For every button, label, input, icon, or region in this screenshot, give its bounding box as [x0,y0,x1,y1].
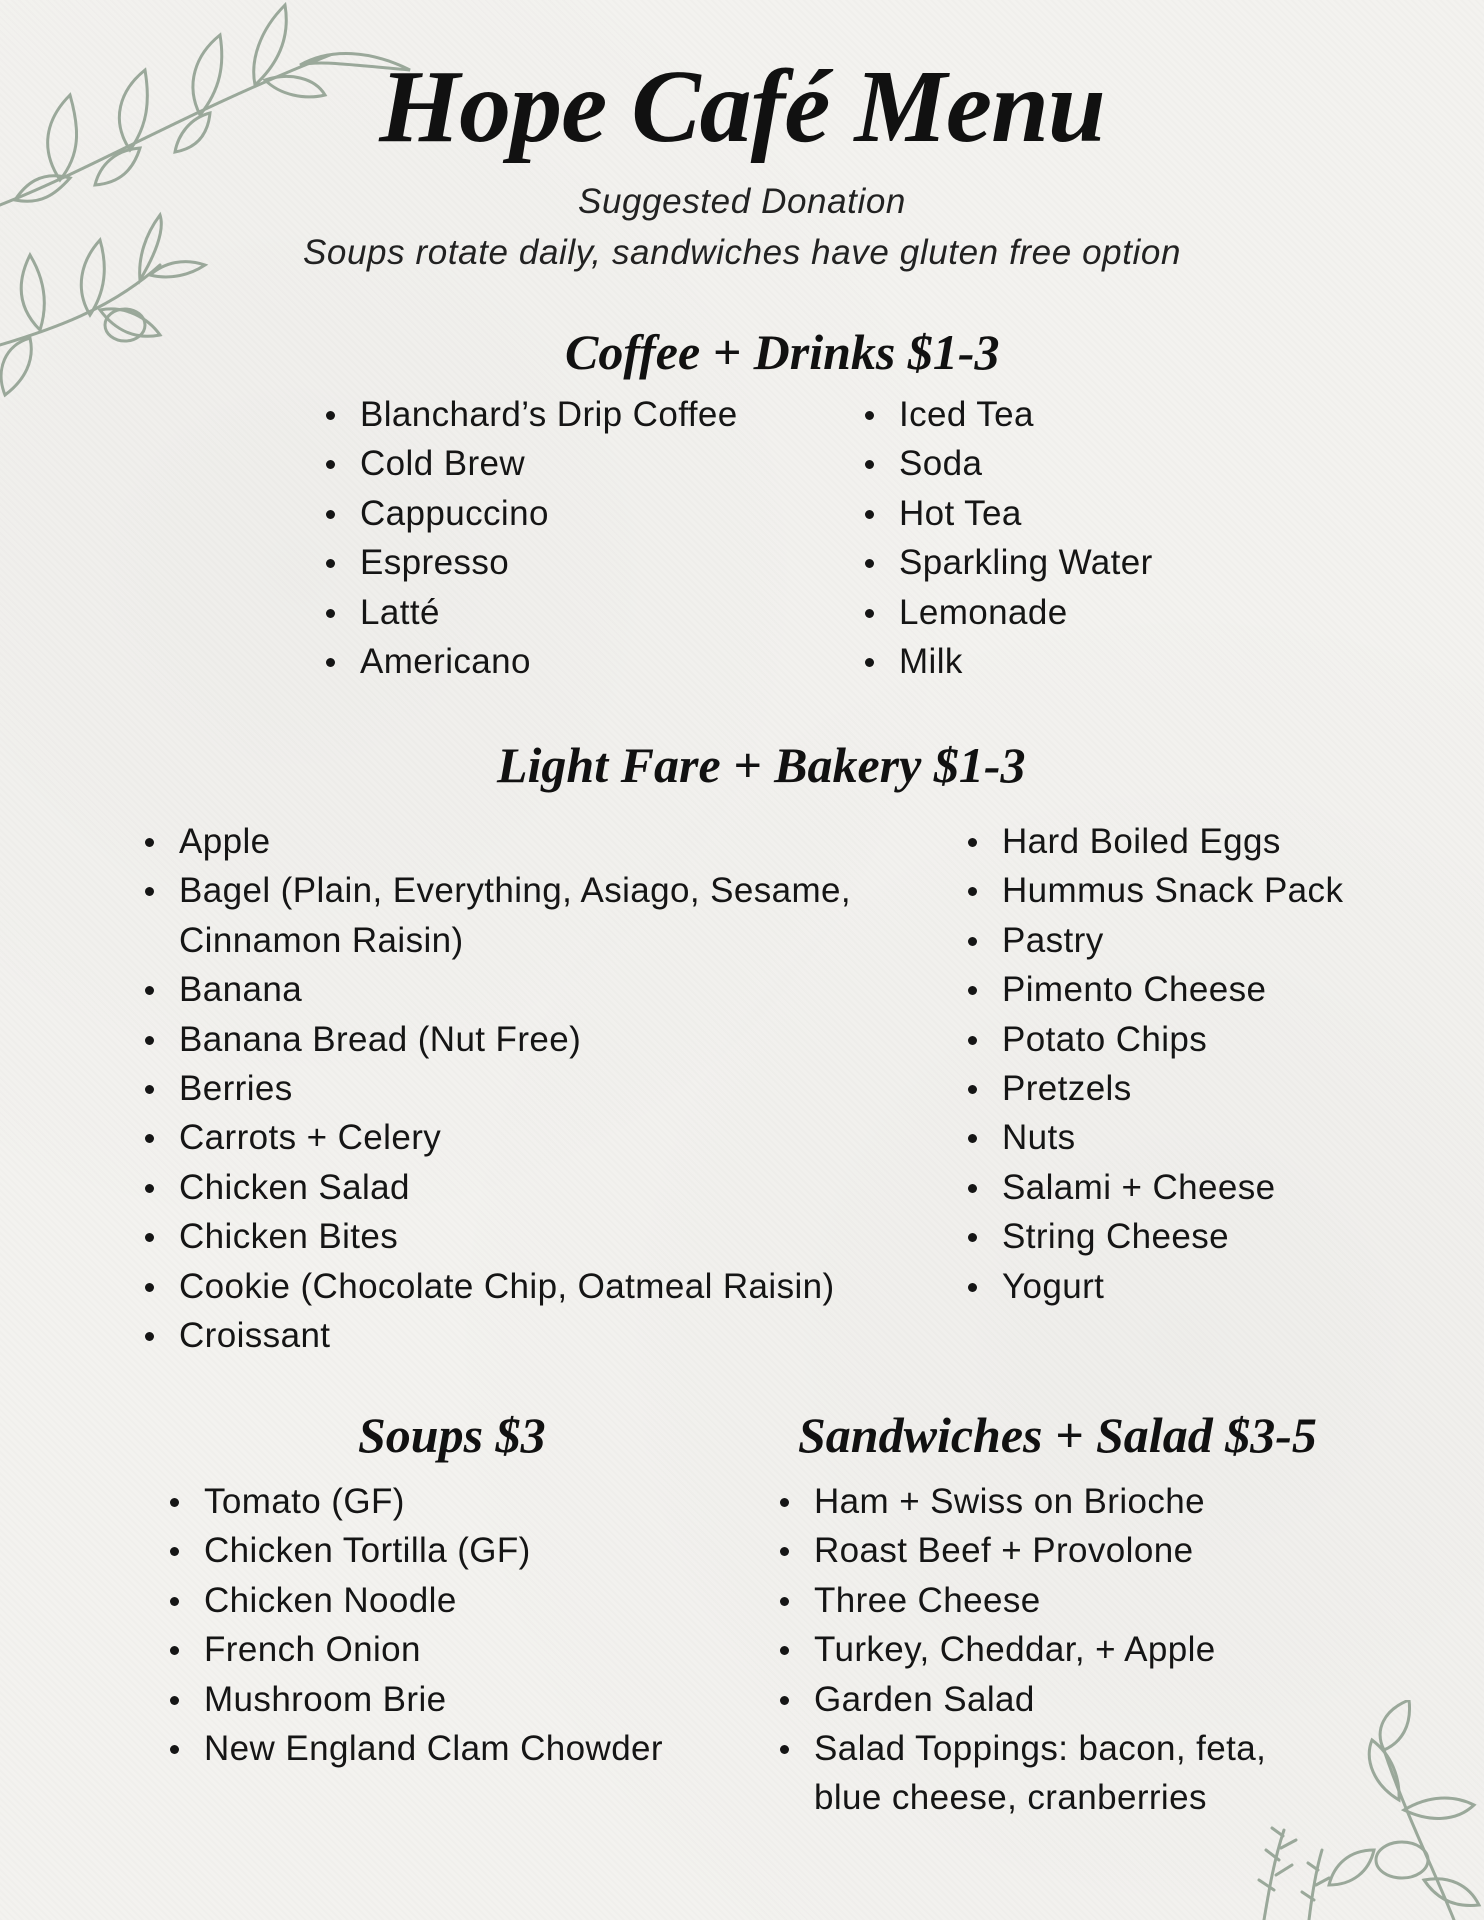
list-item: Hummus Snack Pack [968,866,1343,915]
section-heading-soups: Soups $3 [358,1407,546,1463]
list-item: Apple [145,817,935,866]
list-item: Garden Salad [780,1675,1340,1724]
sandwiches-list [780,1477,1340,1823]
light-fare-list-right [968,817,1343,1311]
section-heading-sandwiches-salad: Sandwiches + Salad $3-5 [798,1407,1317,1463]
list-item: Turkey, Cheddar, + Apple [780,1625,1340,1674]
list-item: Chicken Bites [145,1212,935,1261]
list-item: Berries [145,1064,935,1113]
list-item: Chicken Salad [145,1163,935,1212]
list-item: Blanchard’s Drip Coffee [326,390,738,439]
light-fare-list-left [145,817,935,1360]
list-item: Lemonade [865,588,1153,637]
list-item: Sparkling Water [865,538,1153,587]
list-item: String Cheese [968,1212,1343,1261]
list-item: Cold Brew [326,439,738,488]
list-item: Pretzels [968,1064,1343,1113]
list-item: Pastry [968,916,1343,965]
list-item: Iced Tea [865,390,1153,439]
list-item: Bagel (Plain, Everything, Asiago, Sesame, Cinnamon Raisin) [145,866,934,965]
list-item: French Onion [170,1625,663,1674]
list-item: Espresso [326,538,738,587]
list-item: Chicken Tortilla (GF) [170,1526,663,1575]
list-item: Carrots + Celery [145,1113,935,1162]
list-item: Cookie (Chocolate Chip, Oatmeal Raisin) [145,1262,935,1311]
list-item: Roast Beef + Provolone [780,1526,1340,1575]
list-item: Milk [865,637,1153,686]
list-item: Pimento Cheese [968,965,1343,1014]
list-item: New England Clam Chowder [170,1724,663,1773]
list-item: Three Cheese [780,1576,1340,1625]
list-item: Salami + Cheese [968,1163,1343,1212]
section-heading-light-fare-bakery: Light Fare + Bakery $1-3 [497,737,1026,793]
list-item: Americano [326,637,738,686]
list-item: Latté [326,588,738,637]
list-item: Tomato (GF) [170,1477,663,1526]
list-item: Salad Toppings: bacon, feta, blue cheese, cranberries [780,1724,1340,1823]
list-item: Yogurt [968,1262,1343,1311]
list-item: Hard Boiled Eggs [968,817,1343,866]
list-item: Mushroom Brie [170,1675,663,1724]
list-item: Hot Tea [865,489,1153,538]
list-item: Chicken Noodle [170,1576,663,1625]
suggested-donation-note: Suggested Donation [578,182,906,221]
daily-rotation-note: Soups rotate daily, sandwiches have gluten free option [302,233,1182,272]
section-heading-coffee-drinks: Coffee + Drinks $1-3 [565,324,1000,380]
coffee-list-left [326,390,738,686]
list-item: Nuts [968,1113,1343,1162]
page-title: Hope Café Menu [379,49,1105,164]
list-item: Soda [865,439,1153,488]
list-item: Banana [145,965,935,1014]
soups-list [170,1477,663,1773]
coffee-list-right [865,390,1153,686]
list-item: Banana Bread (Nut Free) [145,1015,935,1064]
list-item: Cappuccino [326,489,738,538]
list-item: Ham + Swiss on Brioche [780,1477,1340,1526]
list-item: Potato Chips [968,1015,1343,1064]
list-item: Croissant [145,1311,935,1360]
